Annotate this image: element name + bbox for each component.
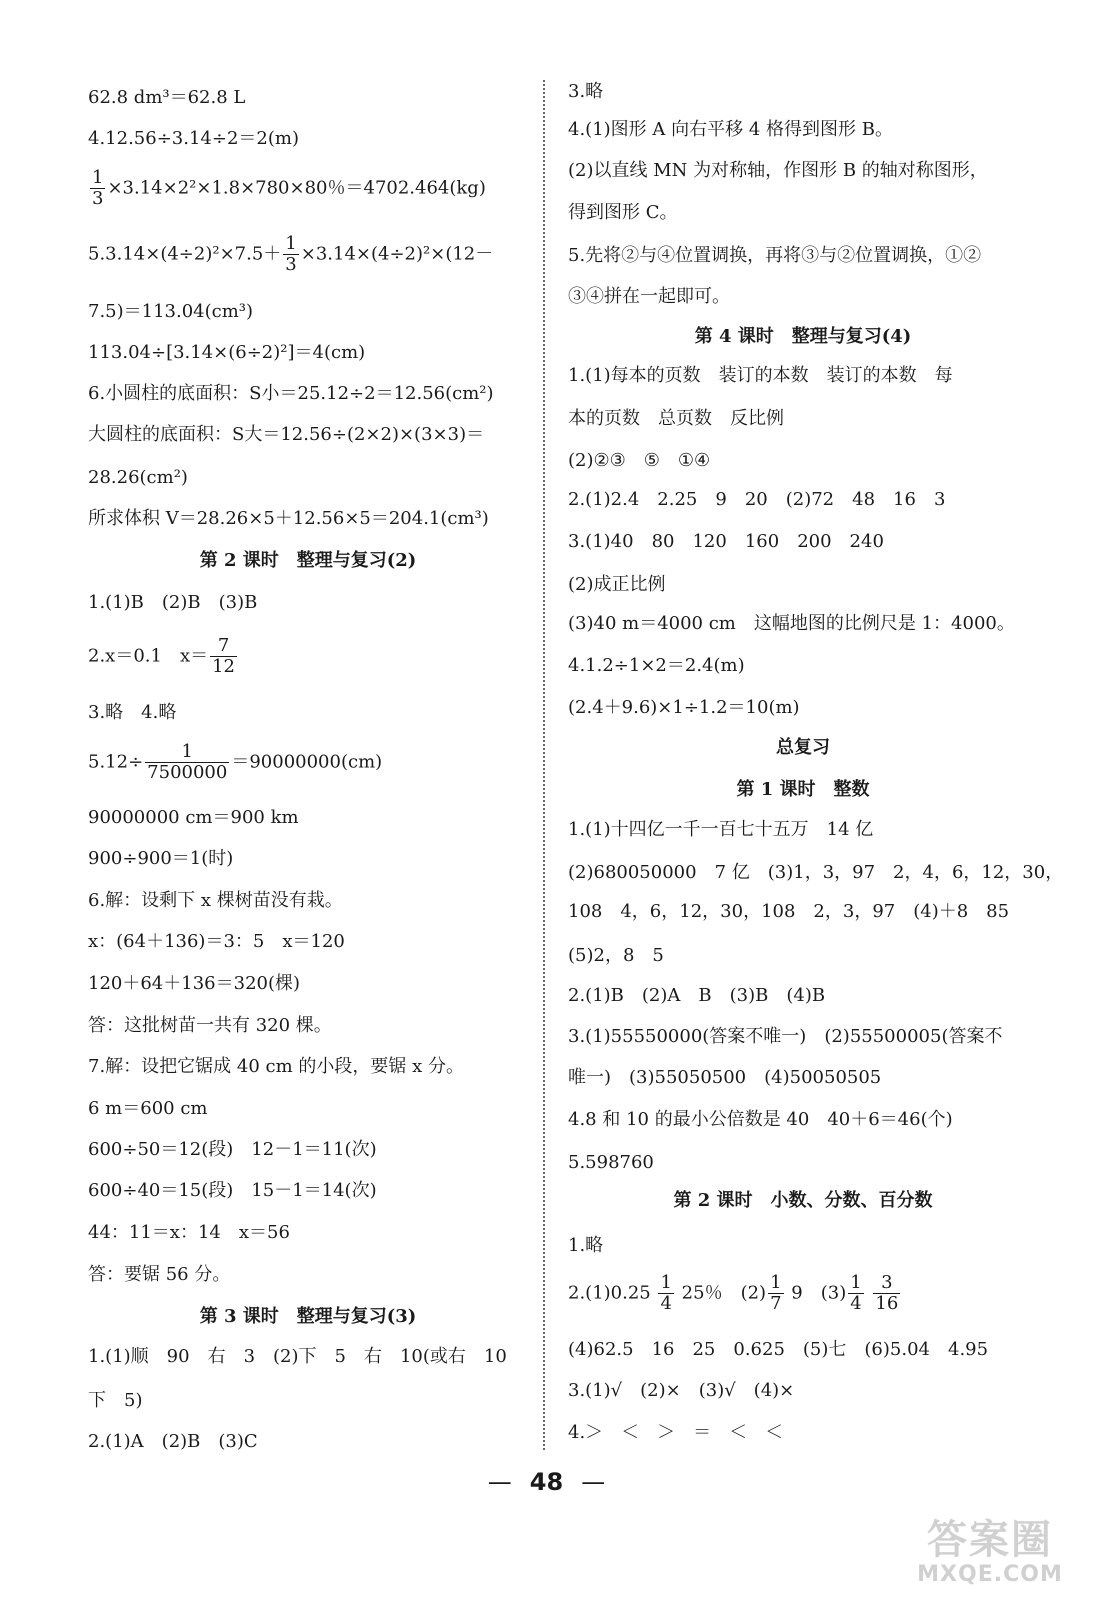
watermark-text: 答案圈 <box>927 1517 1053 1563</box>
fraction: $\frac{1}{3}$ <box>285 233 297 275</box>
text-line: 7.5)＝113.04(cm³) <box>88 301 254 322</box>
text-line: 5.598760 <box>568 1152 654 1173</box>
text-line: (3)40 m＝4000 cm 这幅地图的比例尺是 1：4000。 <box>568 613 1015 634</box>
text-line: (4)62.5 16 25 0.625 (5)七 (6)5.04 4.95 <box>568 1339 989 1360</box>
text-line: 108 4，6，12，30，108 2，3，97 (4)＋8 85 <box>568 901 1010 922</box>
text-line: 6.解：设剩下 x 棵树苗没有栽。 <box>88 890 343 911</box>
text-line: (2)680050000 7 亿 (3)1，3，97 2，4，6，12，30， <box>568 862 1064 883</box>
text-line: 120＋64＋136＝320(棵) <box>88 973 301 994</box>
text-line: 1.(1)B (2)B (3)B <box>88 592 258 613</box>
text-line: 600÷50＝12(段) 12－1＝11(次) <box>88 1139 377 1160</box>
text-line: 2.x＝0.1 x＝ $\frac{7}{12}$ <box>88 635 236 677</box>
text-line: 5.12÷ $\frac{1}{7500000}$ ＝90000000(cm) <box>88 741 383 783</box>
text-line: (2)成正比例 <box>568 574 666 595</box>
text-line: 6.小圆柱的底面积：S小＝25.12÷2＝12.56(cm²) <box>88 383 494 404</box>
text-line: ③④拼在一起即可。 <box>568 286 730 307</box>
text-line: 3.略 <box>568 81 604 102</box>
text-line: 2.(1)2.4 2.25 9 20 (2)72 48 16 3 <box>568 489 946 510</box>
text-line: 6 m＝600 cm <box>88 1098 208 1119</box>
text-line: 600÷40＝15(段) 15－1＝14(次) <box>88 1180 377 1201</box>
text-line: 答：这批树苗一共有 320 棵。 <box>88 1015 332 1036</box>
text-line: 7.解：设把它锯成 40 cm 的小段，要锯 x 分。 <box>88 1056 464 1077</box>
section-heading: 总复习 <box>776 737 830 758</box>
section-heading: 第 2 课时 整理与复习(2) <box>199 550 417 571</box>
text-line: 3.(1)√ (2)× (3)√ (4)× <box>568 1380 795 1401</box>
text-line: 4.8 和 10 的最小公倍数是 40 40＋6＝46(个) <box>568 1109 953 1130</box>
text-line: 900÷900＝1(时) <box>88 848 234 869</box>
text-line: 62.8 dm³＝62.8 L <box>88 87 246 108</box>
text-line: 5.先将②与④位置调换，再将③与②位置调换，①② <box>568 245 982 266</box>
text-line: 大圆柱的底面积：S大＝12.56÷(2×2)×(3×3)＝ <box>88 424 485 445</box>
text-line: 3.(1)55550000(答案不唯一) (2)55500005(答案不 <box>568 1026 1003 1047</box>
page-number <box>0 1468 1093 1496</box>
section-heading: 第 2 课时 小数、分数、百分数 <box>673 1190 933 1211</box>
text-line: (2.4＋9.6)×1÷1.2＝10(m) <box>568 697 800 718</box>
text-line: 4.1.2÷1×2＝2.4(m) <box>568 655 745 676</box>
text-line: 44：11＝x：14 x＝56 <box>88 1222 290 1243</box>
fraction: $\frac{1}{4}$ <box>850 1272 862 1314</box>
text-line: 答：要锯 56 分。 <box>88 1264 231 1285</box>
section-heading: 第 1 课时 整数 <box>736 779 870 800</box>
text-line: $\frac{1}{3}$ ×3.14×2²×1.8×780×80％＝4702.464(kg) <box>92 167 486 209</box>
text-line: 1.(1)十四亿一千一百七十五万 14 亿 <box>568 819 874 840</box>
text-line: 下 5) <box>88 1390 143 1411</box>
text-line: (2)②③ ⑤ ①④ <box>568 450 711 471</box>
text-line: 5.3.14×(4÷2)²×7.5＋ $\frac{1}{3}$ ×3.14×(4÷2)²×(12－ <box>88 233 494 275</box>
column-divider <box>543 80 545 1450</box>
text-line: 1.(1)顺 90 右 3 (2)下 5 右 10(或右 10 <box>88 1346 507 1367</box>
page-dash-left: — <box>487 1468 512 1496</box>
page-number-value: 48 <box>529 1468 564 1496</box>
text-line: 所求体积 V＝28.26×5＋12.56×5＝204.1(cm³) <box>88 508 489 529</box>
text-line: 1.略 <box>568 1235 604 1256</box>
watermark-logo <box>900 1508 1080 1598</box>
text-line: 28.26(cm²) <box>88 467 188 488</box>
text-line: 唯一) (3)55050500 (4)50050505 <box>568 1067 882 1088</box>
fraction: $\frac{7}{12}$ <box>212 635 236 677</box>
section-heading: 第 4 课时 整理与复习(4) <box>694 326 912 347</box>
text-line: 4.(1)图形 A 向右平移 4 格得到图形 B。 <box>568 119 893 140</box>
text-line: 得到图形 C。 <box>568 202 678 223</box>
page-dash-right: — <box>581 1468 606 1496</box>
text-line: 113.04÷[3.14×(6÷2)²]＝4(cm) <box>88 342 366 363</box>
text-line: 2.(1)B (2)A B (3)B (4)B <box>568 985 826 1006</box>
text-line: 1.(1)每本的页数 装订的本数 装订的本数 每 <box>568 365 953 386</box>
text-line: 4.＞ ＜ ＞ ＝ ＜ ＜ <box>568 1422 784 1443</box>
text-line: 4.12.56÷3.14÷2＝2(m) <box>88 128 299 149</box>
fraction: $\frac{1}{4}$ <box>660 1272 672 1314</box>
fraction: $\frac{3}{16}$ <box>875 1272 899 1314</box>
fraction: $\frac{1}{7}$ <box>770 1272 782 1314</box>
text-line: 90000000 cm＝900 km <box>88 807 299 828</box>
section-heading: 第 3 课时 整理与复习(3) <box>199 1306 417 1327</box>
fraction: $\frac{1}{7500000}$ <box>147 741 228 783</box>
text-line: 3.略 4.略 <box>88 702 177 723</box>
text-line: 2.(1)0.25 $\frac{1}{4}$ 25％ (2) $\frac{1}{7}$ 9 (3) $\frac{1}{4}$ $\frac{3}{16}$ <box>568 1272 899 1314</box>
text-line: x：(64＋136)＝3：5 x＝120 <box>88 931 345 952</box>
watermark-url: MXQE.COM <box>917 1562 1063 1587</box>
fraction: $\frac{1}{3}$ <box>92 167 104 209</box>
text-line: 本的页数 总页数 反比例 <box>568 408 784 429</box>
text-line: (5)2，8 5 <box>568 945 664 966</box>
text-line: 3.(1)40 80 120 160 200 240 <box>568 531 884 552</box>
text-line: 2.(1)A (2)B (3)C <box>88 1431 258 1452</box>
text-line: (2)以直线 MN 为对称轴，作图形 B 的轴对称图形， <box>568 160 988 181</box>
